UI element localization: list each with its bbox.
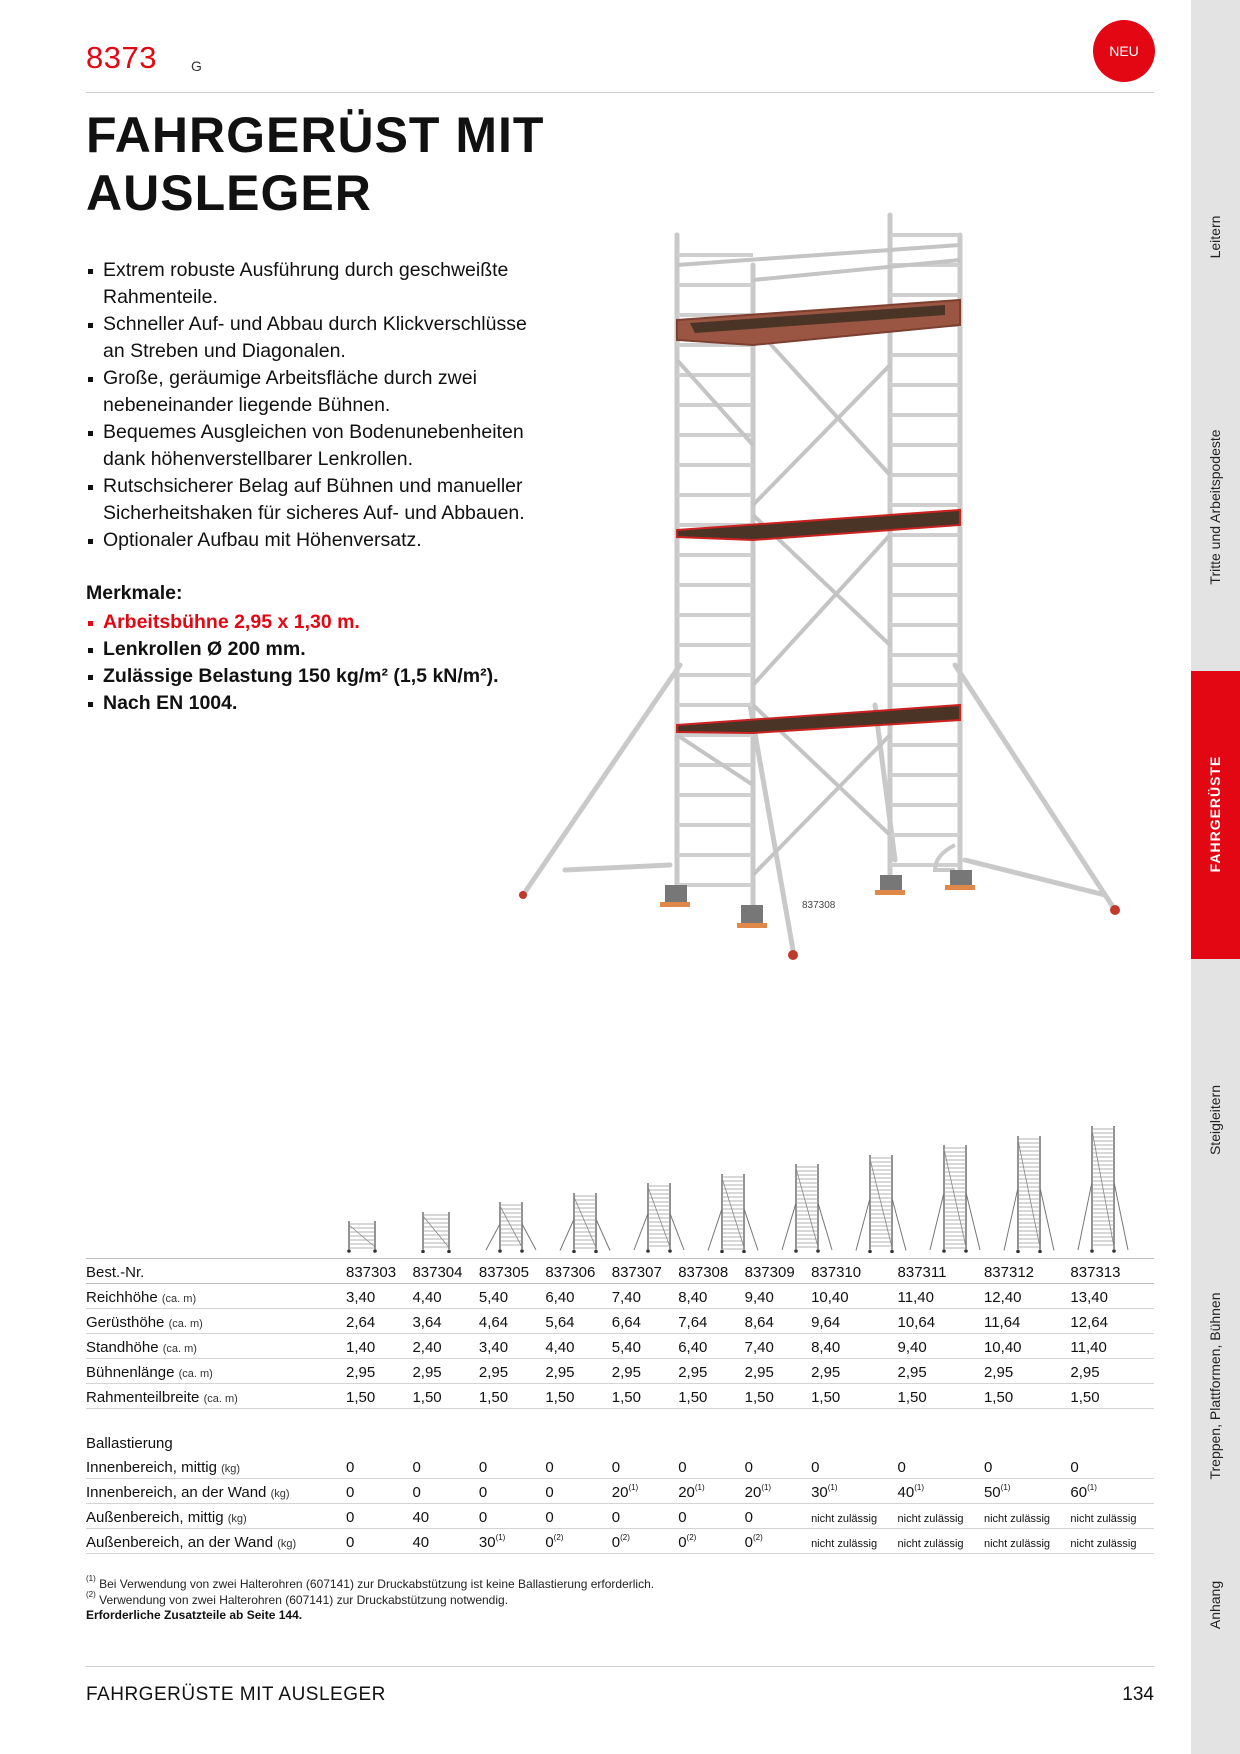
table-cell: 10,40: [981, 1334, 1067, 1359]
row-unit: (ca. m): [168, 1318, 203, 1330]
table-row: [86, 1334, 1154, 1359]
row-label-text: Gerüsthöhe: [86, 1314, 165, 1331]
feature-item-load: Zulässige Belastung 150 kg/m² (1,5 kN/m²).: [86, 663, 499, 690]
table-cell: 5,40: [609, 1334, 675, 1359]
row-label-text: Außenbereich, an der Wand: [86, 1534, 274, 1551]
description-list: [86, 257, 586, 554]
table-header-cell: 837307: [609, 1259, 675, 1284]
table-cell: [675, 1529, 741, 1554]
ballast-row: [86, 1529, 1154, 1554]
table-cell: [343, 1504, 409, 1529]
description-text: Optionaler Aufbau mit Höhenversatz.: [103, 529, 422, 551]
description-item: [86, 311, 586, 365]
table-header-row: [86, 1259, 1154, 1284]
table-cell: 11,64: [981, 1309, 1067, 1334]
table-cell: 10,40: [808, 1284, 894, 1309]
table-cell: [895, 1479, 981, 1504]
scaffold-illustration: [515, 205, 1125, 975]
cell-value: nicht zulässig: [811, 1513, 878, 1525]
cell-value: 0: [1070, 1459, 1079, 1476]
table-cell: 2,95: [895, 1359, 981, 1384]
table-cell: 6,64: [609, 1309, 675, 1334]
table-cell: [981, 1479, 1067, 1504]
cell-value: 0: [678, 1459, 687, 1476]
table-cell: [343, 1454, 409, 1479]
footnote-ref: (1): [694, 1483, 705, 1492]
new-badge: NEU: [1093, 20, 1155, 82]
cell-value: 0: [412, 1459, 421, 1476]
table-cell: [808, 1504, 894, 1529]
table-cell: [675, 1504, 741, 1529]
title-line-1: FAHRGERÜST MIT: [86, 107, 545, 163]
scaffold-thumbnails: [336, 1118, 1156, 1253]
table-cell: 2,95: [542, 1359, 608, 1384]
table-cell: 1,50: [343, 1384, 409, 1409]
scaffold-thumbnail: [928, 1143, 982, 1253]
table-cell: 2,95: [675, 1359, 741, 1384]
table-cell: 10,64: [895, 1309, 981, 1334]
table-cell: 4,40: [409, 1284, 475, 1309]
scaffold-thumbnail: [418, 1210, 454, 1254]
footnote-text: Bei Verwendung von zwei Halterohren (607141) zur Druckabstützung ist keine Ballastierung erforderlich.: [99, 1577, 655, 1591]
footnote-ref: (2): [686, 1533, 697, 1542]
row-unit: (ca. m): [162, 1343, 197, 1355]
row-label-text: Standhöhe: [86, 1339, 159, 1356]
cell-value: nicht zulässig: [1070, 1538, 1137, 1550]
table-cell: 5,64: [542, 1309, 608, 1334]
table-cell: [1067, 1504, 1154, 1529]
row-label-text: Rahmenteilbreite: [86, 1389, 200, 1406]
row-label: [86, 1359, 343, 1384]
description-text: Schneller Auf- und Abbau durch Klickverschlüsse: [103, 313, 527, 335]
row-unit: (kg): [270, 1488, 290, 1500]
cell-value: 0: [545, 1459, 554, 1476]
table-cell: 1,50: [742, 1384, 808, 1409]
footer-section: FAHRGERÜSTE MIT AUSLEGER: [86, 1684, 386, 1705]
cell-value: 30: [811, 1484, 828, 1501]
table-cell: [542, 1454, 608, 1479]
spec-table: [86, 1258, 1154, 1554]
chapter-tab-leitern[interactable]: Leitern: [1207, 215, 1223, 259]
row-unit: (ca. m): [161, 1293, 197, 1305]
chapter-tab-steigleitern[interactable]: Steigleitern: [1207, 1084, 1223, 1156]
table-cell: 4,64: [476, 1309, 542, 1334]
cell-value: 0: [983, 1459, 993, 1476]
cell-value: 0: [744, 1534, 753, 1551]
table-cell: 5,40: [476, 1284, 542, 1309]
cell-value: 0: [346, 1459, 355, 1476]
row-unit: (ca. m): [178, 1368, 213, 1380]
table-cell: [675, 1479, 741, 1504]
description-text: Rutschsicherer Belag auf Bühnen und manueller: [103, 475, 523, 497]
cell-value: 0: [478, 1509, 488, 1526]
table-cell: 11,40: [1067, 1334, 1154, 1359]
table-cell: [895, 1454, 981, 1479]
chapter-tab-fahrgerueste[interactable]: FAHRGERÜSTE: [1207, 755, 1223, 873]
description-text: Große, geräumige Arbeitsfläche durch zwei: [103, 367, 477, 389]
cell-value: 40: [897, 1484, 915, 1501]
table-cell: 7,40: [609, 1284, 675, 1309]
description-text: Sicherheitshaken für sicheres Auf- und Abbauen.: [103, 502, 525, 524]
table-cell: [1067, 1479, 1154, 1504]
description-text: dank höhenverstellbarer Lenkrollen.: [103, 448, 414, 470]
footnote-mark: (1): [86, 1574, 96, 1583]
cell-value: 0: [545, 1509, 554, 1526]
table-header-cell: 837309: [742, 1259, 808, 1284]
header-divider: [86, 92, 1154, 93]
cell-value: 40: [412, 1509, 430, 1526]
row-label: [86, 1504, 343, 1529]
table-header-cell: 837310: [808, 1259, 894, 1284]
table-header-cell: 837308: [675, 1259, 741, 1284]
description-text: Bequemes Ausgleichen von Bodenunebenheiten: [103, 421, 524, 443]
footer-divider: [86, 1666, 1154, 1667]
table-cell: 13,40: [1067, 1284, 1154, 1309]
table-cell: [542, 1479, 608, 1504]
footnote-ref: (2): [752, 1533, 763, 1542]
cell-value: 60: [1070, 1484, 1088, 1501]
table-cell: 9,40: [895, 1334, 981, 1359]
ballast-row: [86, 1504, 1154, 1529]
table-cell: [343, 1529, 409, 1554]
row-label-text: Reichhöhe: [86, 1289, 158, 1306]
ballast-row: [86, 1454, 1154, 1479]
table-row: [86, 1284, 1154, 1309]
table-cell: [742, 1529, 808, 1554]
table-cell: [981, 1504, 1067, 1529]
cell-value: 50: [983, 1484, 1001, 1501]
cell-value: 40: [412, 1534, 430, 1551]
row-unit: (kg): [227, 1513, 247, 1525]
table-cell: 3,40: [343, 1284, 409, 1309]
description-text: Rahmenteile.: [103, 286, 218, 308]
scaffold-thumbnail: [344, 1219, 380, 1253]
cell-value: nicht zulässig: [897, 1538, 964, 1550]
table-cell: 2,95: [1067, 1359, 1154, 1384]
footnote-ref: (1): [827, 1483, 838, 1492]
table-cell: [895, 1529, 981, 1554]
table-cell: 11,40: [895, 1284, 981, 1309]
ballast-title: Ballastierung: [86, 1434, 173, 1452]
cell-value: 0: [478, 1484, 488, 1501]
table-cell: [542, 1529, 608, 1554]
table-cell: 12,40: [981, 1284, 1067, 1309]
row-label: [86, 1529, 343, 1554]
cell-value: nicht zulässig: [1070, 1513, 1137, 1525]
cell-value: 0: [611, 1534, 621, 1551]
chapter-tab-treppen[interactable]: Treppen, Plattformen, Bühnen: [1207, 1292, 1223, 1480]
footnote-1: [86, 1574, 655, 1593]
table-cell: [1067, 1529, 1154, 1554]
table-cell: 4,40: [542, 1334, 608, 1359]
table-cell: 2,95: [742, 1359, 808, 1384]
cell-value: nicht zulässig: [983, 1538, 1051, 1550]
row-label-text: Außenbereich, mittig: [86, 1509, 224, 1526]
row-unit: (kg): [277, 1538, 297, 1550]
row-label-text: Innenbereich, an der Wand: [86, 1484, 267, 1501]
description-text: Extrem robuste Ausführung durch geschweißte: [103, 259, 509, 281]
footnote-ref: (1): [1087, 1483, 1097, 1492]
table-row: [86, 1309, 1154, 1334]
scaffold-thumbnail: [632, 1181, 686, 1253]
illustration-label: 837308: [802, 900, 836, 911]
cell-value: 0: [611, 1459, 621, 1476]
table-header-label: Best.-Nr.: [86, 1259, 343, 1284]
cell-value: 0: [346, 1509, 355, 1526]
table-cell: 1,50: [476, 1384, 542, 1409]
row-label-text: Innenbereich, mittig: [86, 1459, 217, 1476]
table-cell: [808, 1529, 894, 1554]
table-cell: 1,50: [1067, 1384, 1154, 1409]
table-cell: 3,64: [409, 1309, 475, 1334]
table-cell: 2,95: [409, 1359, 475, 1384]
cell-value: 0: [678, 1509, 687, 1526]
table-cell: [476, 1504, 542, 1529]
table-cell: [742, 1454, 808, 1479]
table-header-cell: 837304: [409, 1259, 475, 1284]
table-cell: 2,40: [409, 1334, 475, 1359]
footnote-ref: (1): [628, 1483, 639, 1492]
table-cell: 8,40: [675, 1284, 741, 1309]
row-label: [86, 1454, 343, 1479]
scaffold-thumbnail: [780, 1162, 834, 1253]
row-unit: (kg): [221, 1463, 241, 1475]
table-cell: 1,50: [542, 1384, 608, 1409]
cell-value: 0: [346, 1534, 355, 1551]
footnote-mark: (2): [86, 1589, 96, 1599]
cell-value: 20: [678, 1484, 695, 1501]
table-cell: [1067, 1454, 1154, 1479]
table-cell: [808, 1454, 894, 1479]
row-label: [86, 1384, 343, 1409]
table-cell: 1,50: [808, 1384, 894, 1409]
features-title: Merkmale:: [86, 582, 183, 604]
cell-value: 0: [744, 1459, 753, 1476]
cell-value: nicht zulässig: [983, 1513, 1051, 1525]
table-cell: 1,50: [895, 1384, 981, 1409]
table-cell: [742, 1479, 808, 1504]
table-cell: [895, 1504, 981, 1529]
table-cell: 9,64: [808, 1309, 894, 1334]
description-item: [86, 419, 586, 473]
cell-value: 20: [744, 1484, 762, 1501]
table-gap: [86, 1409, 1154, 1429]
table-row: [86, 1359, 1154, 1384]
table-cell: 7,40: [742, 1334, 808, 1359]
cell-value: 0: [412, 1484, 421, 1501]
table-cell: [981, 1529, 1067, 1554]
table-cell: 2,95: [981, 1359, 1067, 1384]
description-item: [86, 527, 586, 554]
table-cell: [609, 1479, 675, 1504]
description-item: [86, 257, 586, 311]
table-cell: 1,50: [609, 1384, 675, 1409]
ballast-row: [86, 1479, 1154, 1504]
features-list: [86, 609, 499, 717]
cell-value: 0: [478, 1459, 488, 1476]
table-cell: 3,40: [476, 1334, 542, 1359]
table-cell: [675, 1454, 741, 1479]
table-header-cell: 837312: [981, 1259, 1067, 1284]
cell-value: 0: [744, 1509, 753, 1526]
product-subcode: G: [191, 58, 202, 74]
table-cell: [409, 1504, 475, 1529]
table-cell: [609, 1504, 675, 1529]
table-cell: 7,64: [675, 1309, 741, 1334]
table-cell: 2,95: [808, 1359, 894, 1384]
table-cell: 6,40: [675, 1334, 741, 1359]
footnote-ref: (1): [914, 1483, 924, 1492]
cell-value: 0: [545, 1484, 554, 1501]
table-cell: 2,95: [476, 1359, 542, 1384]
cell-value: 30: [478, 1534, 496, 1551]
table-cell: [343, 1479, 409, 1504]
table-cell: [476, 1529, 542, 1554]
footnote-ref: (1): [761, 1483, 772, 1492]
cell-value: 0: [346, 1484, 355, 1501]
table-cell: 12,64: [1067, 1309, 1154, 1334]
table-cell: 8,64: [742, 1309, 808, 1334]
table-cell: [409, 1479, 475, 1504]
table-cell: 1,50: [675, 1384, 741, 1409]
table-cell: 2,64: [343, 1309, 409, 1334]
footnote-ref: (2): [553, 1533, 564, 1542]
footnote-ref: (1): [1000, 1483, 1011, 1492]
required-parts-note: Erforderliche Zusatzteile ab Seite 144.: [86, 1608, 303, 1622]
footnote-2: [86, 1589, 654, 1609]
table-cell: [542, 1504, 608, 1529]
cell-value: 0: [897, 1459, 906, 1476]
cell-value: nicht zulässig: [811, 1538, 878, 1550]
scaffold-thumbnail: [706, 1172, 760, 1254]
page-number: 134: [1122, 1684, 1154, 1705]
table-cell: 1,50: [981, 1384, 1067, 1409]
table-header-cell: 837305: [476, 1259, 542, 1284]
row-label: [86, 1309, 343, 1334]
cell-value: 20: [611, 1484, 629, 1501]
feature-item-castors: Lenkrollen Ø 200 mm.: [86, 636, 499, 663]
row-label: [86, 1334, 343, 1359]
scaffold-thumbnail: [484, 1200, 538, 1253]
scaffold-thumbnail: [1076, 1124, 1130, 1253]
description-text: an Streben und Diagonalen.: [103, 340, 346, 362]
table-cell: 2,95: [343, 1359, 409, 1384]
cell-value: nicht zulässig: [897, 1513, 964, 1525]
table-header-cell: 837306: [542, 1259, 608, 1284]
chapter-tab-tritte[interactable]: Tritte und Arbeitspodeste: [1207, 429, 1223, 585]
cell-value: 0: [811, 1459, 820, 1476]
row-unit: (ca. m): [203, 1393, 238, 1405]
table-row: [86, 1384, 1154, 1409]
footnote-text: Verwendung von zwei Halterohren (607141) zur Druckabstützung notwendig.: [99, 1592, 509, 1607]
feature-item-norm: Nach EN 1004.: [86, 690, 499, 717]
row-label-text: Bühnenlänge: [86, 1364, 175, 1381]
table-cell: [609, 1454, 675, 1479]
table-cell: [609, 1529, 675, 1554]
description-item: [86, 473, 586, 527]
table-cell: [808, 1479, 894, 1504]
table-cell: 2,95: [609, 1359, 675, 1384]
cell-value: 0: [678, 1534, 687, 1551]
feature-item-platform: Arbeitsbühne 2,95 x 1,30 m.: [86, 609, 499, 636]
cell-value: 0: [545, 1534, 554, 1551]
table-cell: 1,50: [409, 1384, 475, 1409]
scaffold-thumbnail: [854, 1153, 908, 1254]
ballast-title-row: [86, 1429, 1154, 1454]
footnote-ref: (2): [620, 1533, 630, 1542]
table-cell: 8,40: [808, 1334, 894, 1359]
table-cell: [476, 1454, 542, 1479]
chapter-tab-anhang[interactable]: Anhang: [1207, 1580, 1223, 1630]
table-cell: [981, 1454, 1067, 1479]
row-label: [86, 1479, 343, 1504]
table-cell: 1,40: [343, 1334, 409, 1359]
title-line-2: AUSLEGER: [86, 165, 372, 221]
footnotes: [86, 1574, 655, 1624]
table-cell: [476, 1479, 542, 1504]
table-header-cell: 837313: [1067, 1259, 1154, 1284]
row-label: [86, 1284, 343, 1309]
scaffold-thumbnail: [558, 1191, 612, 1254]
description-item: [86, 365, 586, 419]
table-cell: [742, 1504, 808, 1529]
product-number: 8373: [86, 40, 157, 75]
table-header-cell: 837303: [343, 1259, 409, 1284]
scaffold-thumbnail: [1002, 1134, 1056, 1254]
table-cell: 6,40: [542, 1284, 608, 1309]
cell-value: 0: [611, 1509, 621, 1526]
description-text: nebeneinander liegende Bühnen.: [103, 394, 391, 416]
table-cell: 9,40: [742, 1284, 808, 1309]
table-cell: [409, 1454, 475, 1479]
footnote-ref: (1): [495, 1533, 506, 1542]
table-header-cell: 837311: [895, 1259, 981, 1284]
table-cell: [409, 1529, 475, 1554]
